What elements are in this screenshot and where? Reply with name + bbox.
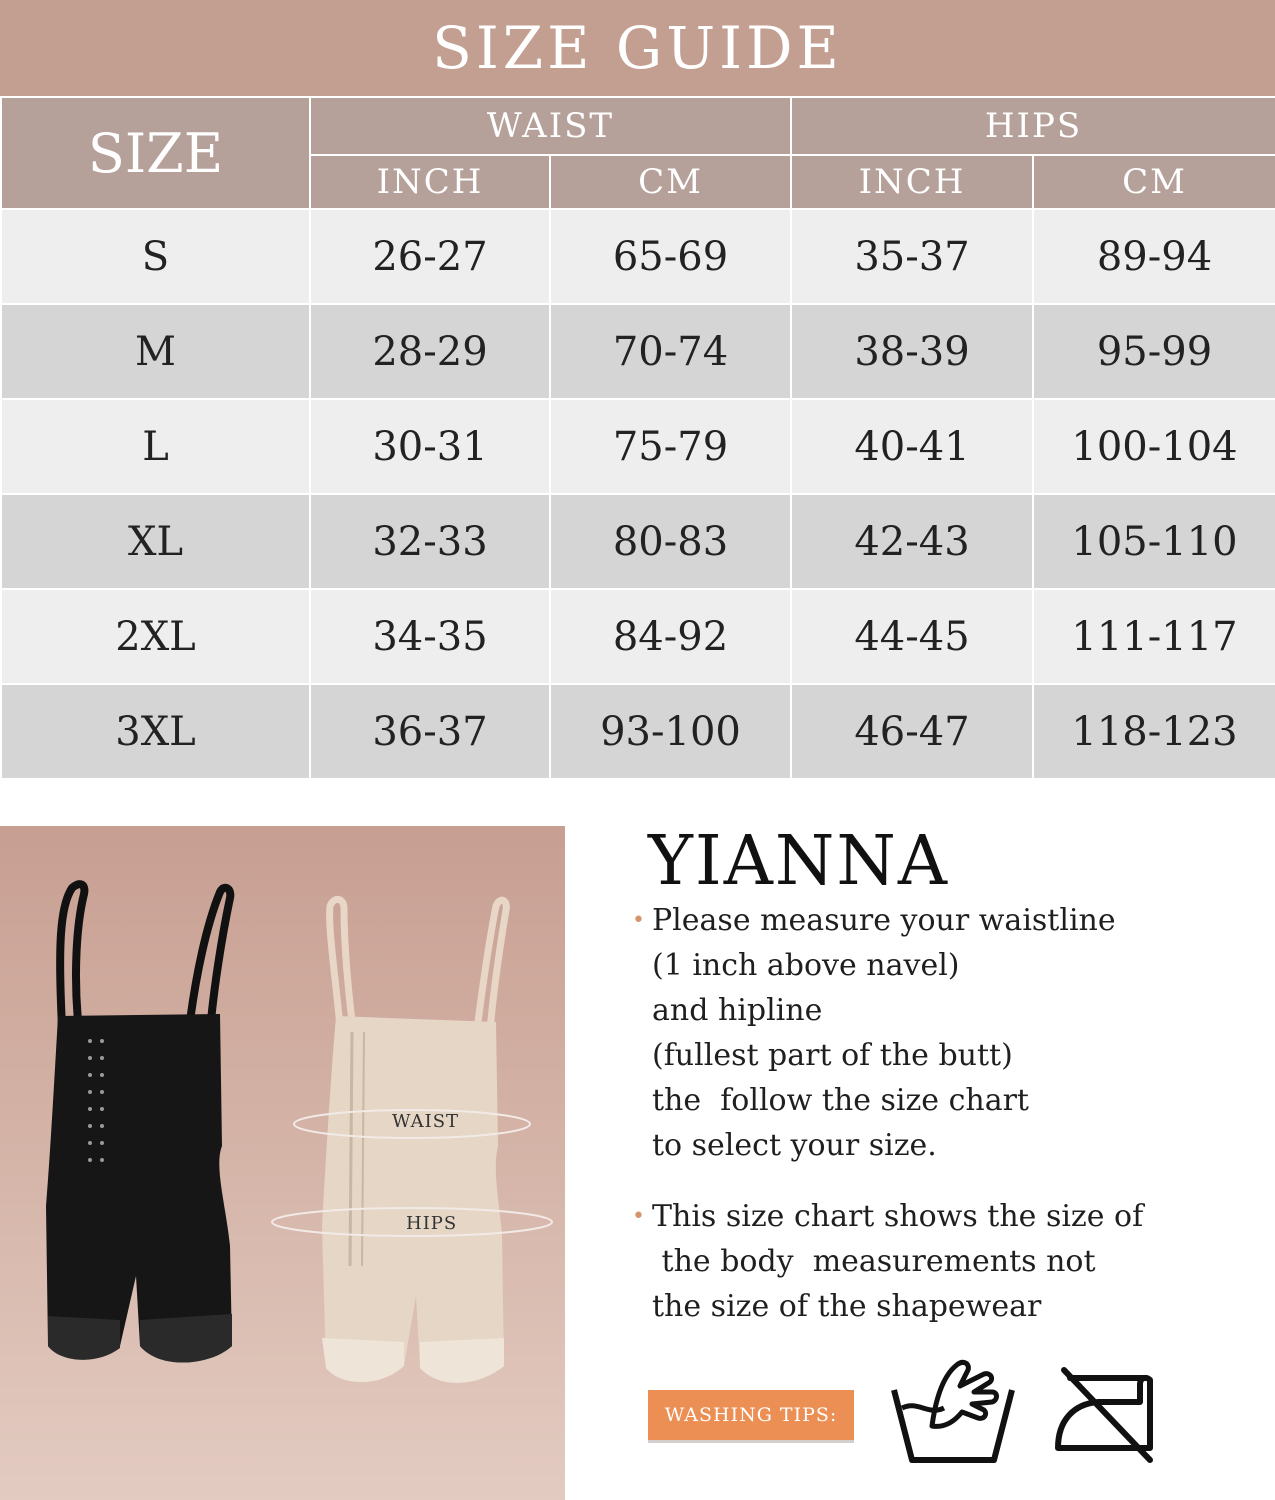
hips-cm-header: CM xyxy=(1033,155,1275,209)
hips-cm-cell: 100-104 xyxy=(1033,399,1275,494)
waist-inch-cell: 36-37 xyxy=(310,684,550,779)
note-line: This size chart shows the size of xyxy=(652,1199,1144,1234)
waist-cm-header: CM xyxy=(550,155,791,209)
hips-inch-cell: 46-47 xyxy=(791,684,1033,779)
size-chart-note xyxy=(632,1194,1252,1329)
waist-cm-cell: 75-79 xyxy=(550,399,791,494)
hips-inch-cell: 38-39 xyxy=(791,304,1033,399)
shapewear-illustration xyxy=(0,826,565,1500)
table-row xyxy=(1,494,1275,589)
measure-instructions xyxy=(632,898,1252,1168)
no-iron-icon xyxy=(1050,1364,1160,1464)
instruction-line: the follow the size chart xyxy=(652,1083,1029,1118)
waist-cm-cell: 65-69 xyxy=(550,209,791,304)
table-row xyxy=(1,589,1275,684)
size-column-header: SIZE xyxy=(1,97,310,209)
size-table xyxy=(0,96,1275,780)
hand-wash-icon xyxy=(888,1356,1018,1466)
beige-shapewear-image xyxy=(322,899,506,1382)
size-guide-title: SIZE GUIDE xyxy=(0,0,1275,96)
hips-cm-cell: 89-94 xyxy=(1033,209,1275,304)
table-row xyxy=(1,684,1275,779)
hips-cm-cell: 111-117 xyxy=(1033,589,1275,684)
waist-inch-cell: 34-35 xyxy=(310,589,550,684)
brand-name: YIANNA xyxy=(648,822,949,901)
table-row xyxy=(1,304,1275,399)
hips-label: HIPS xyxy=(406,1213,458,1234)
hips-group-header: HIPS xyxy=(791,97,1275,155)
hips-inch-cell: 40-41 xyxy=(791,399,1033,494)
instruction-line: (fullest part of the butt) xyxy=(652,1038,1013,1073)
size-cell: 2XL xyxy=(1,589,310,684)
size-cell: S xyxy=(1,209,310,304)
note-line: the size of the shapewear xyxy=(652,1289,1042,1324)
hips-cm-cell: 118-123 xyxy=(1033,684,1275,779)
hips-inch-header: INCH xyxy=(791,155,1033,209)
waist-inch-cell: 28-29 xyxy=(310,304,550,399)
instruction-line: (1 inch above navel) xyxy=(652,948,960,983)
waist-inch-cell: 32-33 xyxy=(310,494,550,589)
washing-tips-badge: WASHING TIPS: xyxy=(648,1390,854,1440)
hips-cm-cell: 105-110 xyxy=(1033,494,1275,589)
hips-inch-cell: 35-37 xyxy=(791,209,1033,304)
black-shapewear-image xyxy=(46,884,232,1362)
size-cell: XL xyxy=(1,494,310,589)
instruction-line: Please measure your waistline xyxy=(652,903,1116,938)
waist-label: WAIST xyxy=(392,1111,460,1132)
size-cell: L xyxy=(1,399,310,494)
bullet-icon: • xyxy=(632,1204,645,1229)
note-line: the body measurements not xyxy=(652,1244,1096,1279)
instruction-line: and hipline xyxy=(652,993,823,1028)
instruction-line: to select your size. xyxy=(652,1128,937,1163)
size-cell: M xyxy=(1,304,310,399)
waist-inch-cell: 26-27 xyxy=(310,209,550,304)
product-photo-panel xyxy=(0,826,565,1500)
hips-cm-cell: 95-99 xyxy=(1033,304,1275,399)
waist-cm-cell: 84-92 xyxy=(550,589,791,684)
table-row xyxy=(1,209,1275,304)
table-row xyxy=(1,399,1275,494)
size-cell: 3XL xyxy=(1,684,310,779)
hips-inch-cell: 42-43 xyxy=(791,494,1033,589)
bullet-icon: • xyxy=(632,908,645,933)
waist-group-header: WAIST xyxy=(310,97,791,155)
waist-inch-cell: 30-31 xyxy=(310,399,550,494)
waist-inch-header: INCH xyxy=(310,155,550,209)
waist-cm-cell: 93-100 xyxy=(550,684,791,779)
waist-cm-cell: 80-83 xyxy=(550,494,791,589)
waist-cm-cell: 70-74 xyxy=(550,304,791,399)
hips-inch-cell: 44-45 xyxy=(791,589,1033,684)
